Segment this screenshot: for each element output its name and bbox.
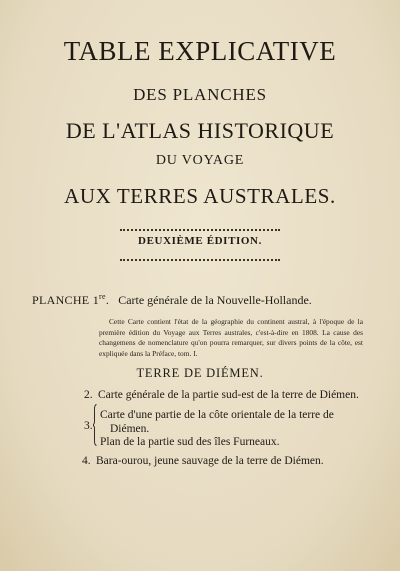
title-line-2: DES PLANCHES: [133, 85, 267, 104]
planche-label-text: PLANCHE 1: [32, 293, 100, 307]
plate-entry-2: [84, 389, 359, 401]
section-heading: TERRE DE DIÉMEN.: [136, 366, 264, 380]
plate-entry-3-line-2: Diémen.: [110, 423, 150, 435]
planche-heading: [32, 292, 312, 308]
entry-number: 4.: [82, 455, 91, 467]
planche-description: Cette Carte contient l'état de la géographie du continent austral, à l'époque de la première édition du Voyage aux Terres australes, c'est-à-dire en 1808. La cause des changemens de nomenclature qu'on pourra remarquer, sur divers points de la côte, est expliquée dans la Préface, tom. I.: [99, 317, 363, 358]
dotted-rule-bottom: [120, 259, 280, 261]
plate-entry-4: [82, 455, 324, 467]
entry-text: Carte générale de la partie sud-est de la terre de Diémen.: [98, 389, 359, 401]
brace-icon: [93, 404, 97, 446]
title-line-5: AUX TERRES AUSTRALES.: [64, 184, 336, 208]
entry-number: 2.: [84, 389, 93, 401]
entry-text: Bara-ourou, jeune sauvage de la terre de Diémen.: [96, 455, 324, 467]
planche-title: Carte générale de la Nouvelle-Hollande.: [118, 293, 312, 307]
plate-entry-3-line-3: Plan de la partie sud des îles Furneaux.: [100, 436, 280, 448]
edition-label: DEUXIÈME ÉDITION.: [138, 235, 262, 247]
plate-entry-3-line-1: Carte d'une partie de la côte orientale de la terre de: [100, 409, 334, 421]
planche-label-suffix: .: [105, 293, 110, 307]
planche-label-sup: re: [99, 292, 106, 301]
entry-number-3: 3.: [84, 420, 93, 432]
dotted-rule-top: [120, 229, 280, 231]
planche-label: [32, 293, 109, 307]
title-line-1: TABLE EXPLICATIVE: [63, 36, 337, 66]
title-line-3: DE L'ATLAS HISTORIQUE: [65, 118, 335, 143]
title-line-4: DU VOYAGE: [155, 153, 245, 168]
